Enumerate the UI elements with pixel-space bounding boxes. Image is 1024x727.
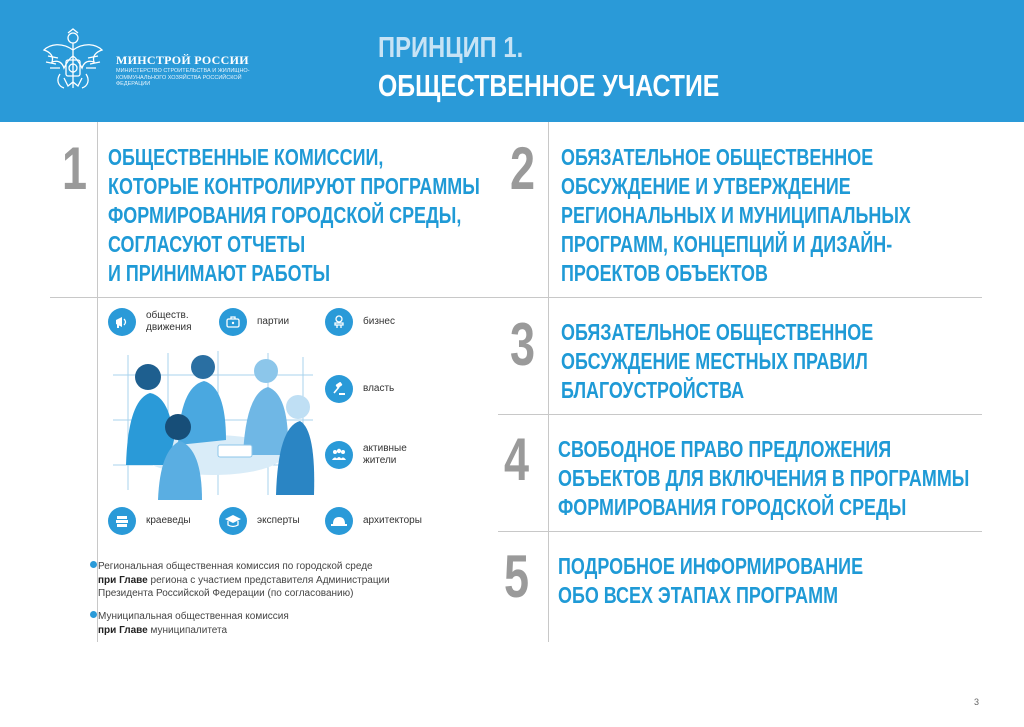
item-2-text: ОБЯЗАТЕЛЬНОЕ ОБЩЕСТВЕННОЕ ОБСУЖДЕНИЕ И УТВЕРЖДЕНИЕ РЕГИОНАЛЬНЫХ И МУНИЦИПАЛЬНЫХ ПРОГРАММ, КОНЦЕПЦИЙ И ДИЗАЙН- ПРОЕКТОВ ОБЪЕКТОВ bbox=[561, 144, 911, 286]
item-number-1: 1 bbox=[62, 135, 88, 202]
item-number-5: 5 bbox=[504, 543, 530, 610]
megaphone-icon bbox=[108, 308, 136, 336]
category-label: власть bbox=[363, 383, 395, 394]
category-obshchestv-dvizheniya bbox=[108, 308, 192, 336]
header-banner bbox=[0, 0, 1024, 122]
category-aktivnye-zhiteli bbox=[325, 441, 407, 469]
item-3-text: ОБЯЗАТЕЛЬНОЕ ОБЩЕСТВЕННОЕ ОБСУЖДЕНИЕ МЕСТНЫХ ПРАВИЛ БЛАГОУСТРОЙСТВА bbox=[561, 319, 874, 403]
category-label: движения bbox=[146, 322, 192, 333]
books-icon bbox=[108, 507, 136, 535]
briefcase-icon bbox=[219, 308, 247, 336]
principle-title: ПРИНЦИП 1. bbox=[378, 32, 524, 64]
ministry-name: МИНСТРОЙ РОССИИ bbox=[116, 53, 249, 67]
note-municipal-commission: Муниципальная общественная комиссия при Главе муниципалитета bbox=[98, 610, 468, 637]
business-icon bbox=[325, 308, 353, 336]
bullet-icon bbox=[90, 611, 97, 618]
category-label: эксперты bbox=[257, 515, 300, 526]
bullet-icon bbox=[90, 561, 97, 568]
divider-item3 bbox=[498, 414, 982, 415]
category-label: бизнес bbox=[363, 316, 395, 327]
category-label: жители bbox=[363, 455, 397, 466]
gavel-icon bbox=[325, 375, 353, 403]
item-number-2: 2 bbox=[510, 135, 536, 202]
category-eksperty bbox=[219, 507, 300, 535]
divider-mid-vertical bbox=[548, 122, 549, 642]
item-4-text: СВОБОДНОЕ ПРАВО ПРЕДЛОЖЕНИЯ ОБЪЕКТОВ ДЛЯ ВКЛЮЧЕНИЯ В ПРОГРАММЫ ФОРМИРОВАНИЯ ГОРОДСКОЙ СРЕДЫ bbox=[558, 436, 970, 520]
divider-item1 bbox=[50, 297, 548, 298]
page-number: 3 bbox=[974, 697, 980, 707]
emblem-icon bbox=[40, 28, 106, 94]
category-label: партии bbox=[257, 316, 290, 327]
divider-item4 bbox=[498, 531, 982, 532]
category-partii bbox=[219, 308, 289, 336]
category-label: краеведы bbox=[146, 515, 191, 526]
graduation-cap-icon bbox=[219, 507, 247, 535]
item-number-3: 3 bbox=[510, 311, 536, 378]
item-number-4: 4 bbox=[504, 426, 530, 493]
item-1-text: ОБЩЕСТВЕННЫЕ КОМИССИИ, КОТОРЫЕ КОНТРОЛИРУЮТ ПРОГРАММЫ ФОРМИРОВАНИЯ ГОРОДСКОЙ СРЕДЫ, СОГЛАСУЮТ ОТЧЕТЫ И ПРИНИМАЮТ РАБОТЫ bbox=[108, 144, 480, 286]
divider-item2 bbox=[498, 297, 982, 298]
category-arhitektory bbox=[325, 507, 422, 535]
category-label: активные bbox=[363, 443, 407, 454]
people-meeting-illustration bbox=[108, 345, 316, 500]
category-vlast bbox=[325, 375, 394, 403]
category-biznes bbox=[325, 308, 395, 336]
residents-icon bbox=[325, 441, 353, 469]
category-label: архитекторы bbox=[363, 515, 422, 526]
category-kraevedy bbox=[108, 507, 191, 535]
item-5-text: ПОДРОБНОЕ ИНФОРМИРОВАНИЕ ОБО ВСЕХ ЭТАПАХ ПРОГРАММ bbox=[558, 553, 864, 608]
principle-subtitle: ОБЩЕСТВЕННОЕ УЧАСТИЕ bbox=[378, 68, 720, 103]
category-label: обществ. bbox=[146, 310, 189, 321]
note-regional-commission: Региональная общественная комиссия по городской среде при Главе региона с участием представителя Администрации Президента Российской Федерации (по согласованию) bbox=[98, 560, 468, 601]
helmet-icon bbox=[325, 507, 353, 535]
ministry-subtitle: МИНИСТЕРСТВО СТРОИТЕЛЬСТВА И ЖИЛИЩНО-КОММУНАЛЬНОГО ХОЗЯЙСТВА РОССИЙСКОЙ ФЕДЕРАЦИИ bbox=[116, 68, 250, 87]
